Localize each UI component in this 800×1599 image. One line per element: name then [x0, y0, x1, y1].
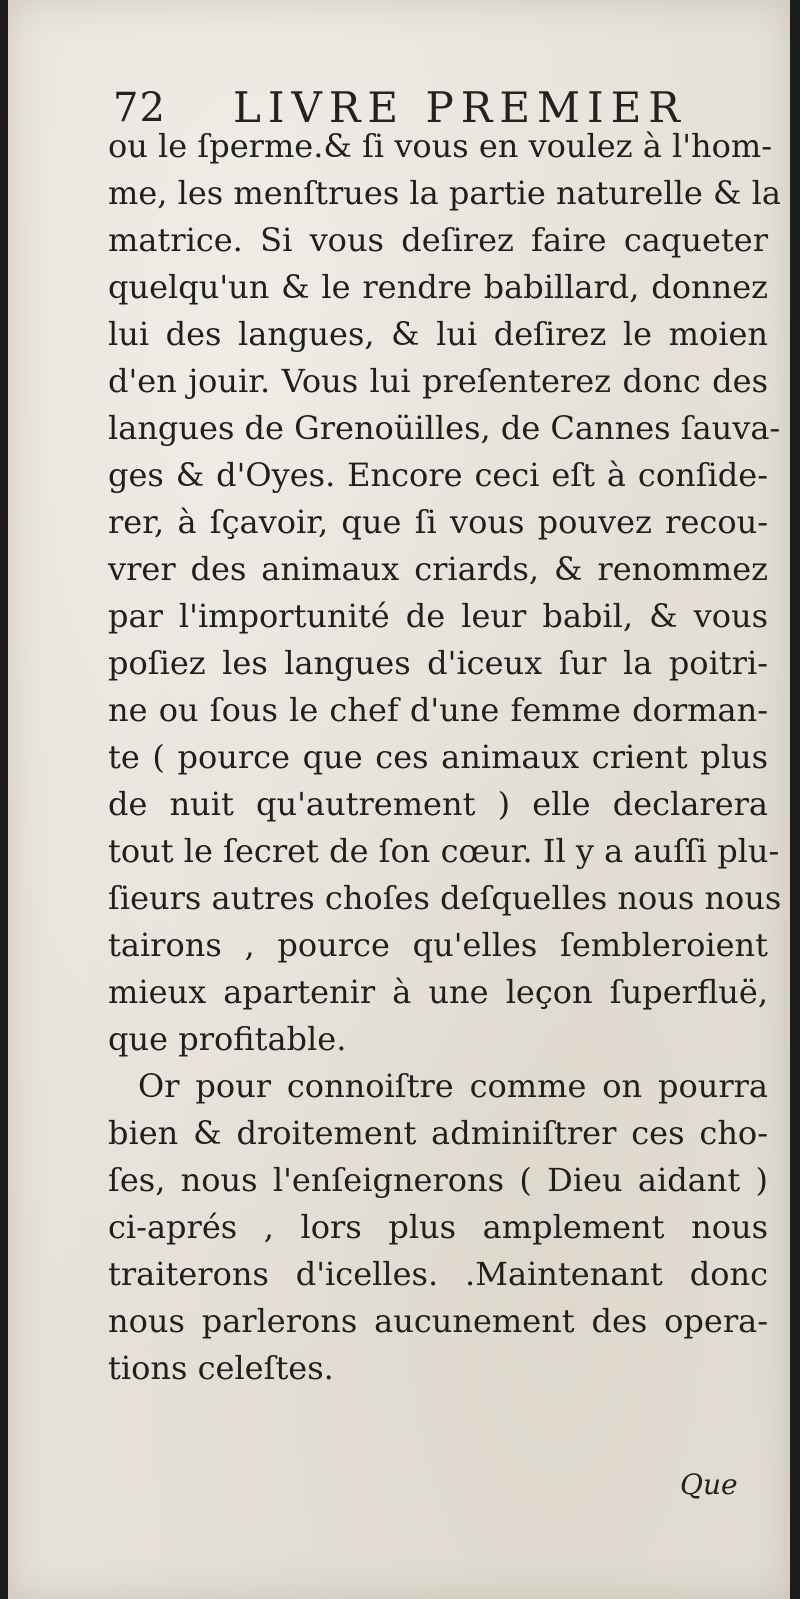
text-line: matrice. Si vous deſirez faire caqueter — [108, 221, 768, 259]
text-line: d'en jouir. Vous lui preſenterez donc des — [108, 362, 768, 400]
text-line: langues de Grenoüilles, de Cannes ſauva- — [108, 409, 781, 447]
text-line: lui des langues, & lui deſirez le moien — [108, 315, 768, 353]
text-line: rer, à ſçavoir, que ſi vous pouvez recou- — [108, 503, 768, 541]
running-title: LIVRE PREMIER — [233, 83, 687, 132]
text-line: de nuit qu'autrement ) elle declarera — [108, 785, 768, 823]
text-line: poſiez les langues d'iceux ſur la poitri- — [108, 644, 768, 682]
text-line: mieux apartenir à une leçon ſuperfluë, — [108, 973, 768, 1011]
text-line: traiterons d'icelles. .Maintenant donc — [108, 1255, 768, 1293]
page-number: 72 — [113, 85, 166, 131]
text-line: tout le ſecret de ſon cœur. Il y a auſſi plu- — [108, 832, 780, 870]
text-line: ou le ſperme.& ſi vous en voulez à l'hom- — [108, 127, 773, 165]
text-line: ſieurs autres choſes deſquelles nous nous — [108, 879, 782, 917]
text-line: ci-aprés , lors plus amplement nous — [108, 1208, 768, 1246]
text-line: vrer des animaux criards, & renommez — [108, 550, 768, 588]
text-line: ne ou ſous le chef d'une femme dorman- — [108, 691, 768, 729]
text-line: bien & droitement adminiſtrer ces cho- — [108, 1114, 768, 1152]
text-line: nous parlerons aucunement des opera- — [108, 1302, 768, 1340]
text-line: te ( pource que ces animaux crient plus — [108, 738, 768, 776]
text-line: Or pour connoiſtre comme on pourra — [138, 1067, 768, 1105]
text-line: tions celeſtes. — [108, 1349, 334, 1387]
text-line: quelqu'un & le rendre babillard, donnez — [108, 268, 768, 306]
text-line: ſes, nous l'enſeignerons ( Dieu aidant ) — [108, 1161, 768, 1199]
text-line: par l'importunité de leur babil, & vous — [108, 597, 768, 635]
book-page — [8, 0, 790, 1599]
text-line: que profitable. — [108, 1020, 347, 1058]
catchword: Que — [680, 1468, 738, 1501]
text-line: tairons , pource qu'elles ſembleroient — [108, 926, 768, 964]
text-line: ges & d'Oyes. Encore ceci eſt à conſide- — [108, 456, 768, 494]
text-line: me, les menſtrues la partie naturelle & la — [108, 174, 781, 212]
body-text — [108, 123, 782, 1392]
